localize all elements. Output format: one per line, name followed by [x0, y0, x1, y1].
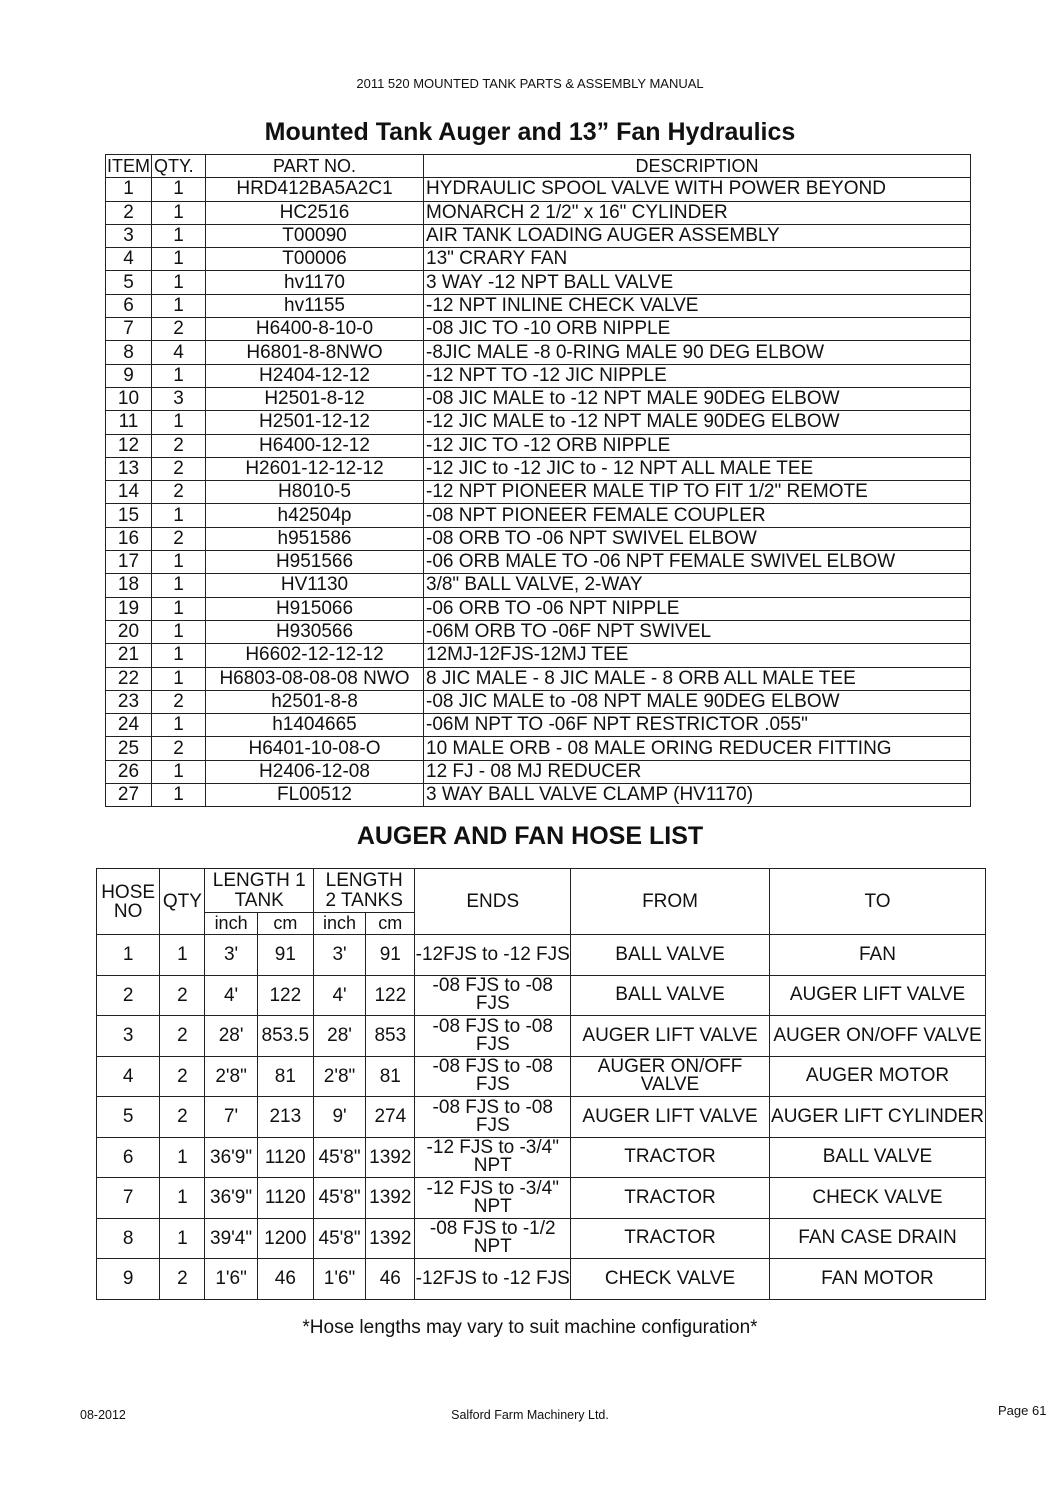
header-hose-no: HOSE NO: [97, 869, 160, 935]
item-number: 15: [106, 504, 152, 527]
hose-number: 5: [97, 1097, 160, 1138]
hose-from: AUGER LIFT VALVE: [571, 1097, 770, 1138]
hose-number: 4: [97, 1056, 160, 1097]
hose-to: FAN: [769, 935, 985, 976]
part-number: H6801-8-8NWO: [206, 341, 424, 364]
part-number: H6602-12-12-12: [206, 644, 424, 667]
hose-ends: -08 FJS to -08 FJS: [415, 1097, 571, 1138]
part-description: -12 NPT PIONEER MALE TIP TO FIT 1/2" REMOTE: [424, 481, 971, 504]
item-number: 22: [106, 667, 152, 690]
hose-to: AUGER LIFT VALVE: [769, 975, 985, 1016]
item-number: 6: [106, 294, 152, 317]
length-1-cm: 81: [257, 1056, 313, 1097]
part-description: -08 JIC TO -10 ORB NIPPLE: [424, 318, 971, 341]
item-qty: 2: [152, 690, 206, 713]
item-qty: 1: [152, 271, 206, 294]
hose-ends: -12 FJS to -3/4" NPT: [415, 1178, 571, 1219]
part-description: -12 JIC MALE to -12 NPT MALE 90DEG ELBOW: [424, 411, 971, 434]
header-from: FROM: [571, 869, 770, 935]
length-1-cm: 1120: [257, 1178, 313, 1219]
length-1-cm: 1200: [257, 1218, 313, 1259]
length-1-cm: 46: [257, 1259, 313, 1300]
hose-length-note: *Hose lengths may vary to suit machine configuration*: [302, 1317, 758, 1338]
hose-ends: -12FJS to -12 FJS: [415, 1259, 571, 1300]
hose-row: [97, 1137, 986, 1178]
hose-from: BALL VALVE: [571, 935, 770, 976]
part-description: HYDRAULIC SPOOL VALVE WITH POWER BEYOND: [424, 178, 971, 201]
parts-row: [106, 411, 971, 434]
part-number: T00006: [206, 248, 424, 271]
item-qty: 1: [152, 620, 206, 643]
hose-qty: 1: [160, 935, 205, 976]
footer-page-number: Page 61: [998, 1403, 1047, 1418]
part-description: -12 NPT INLINE CHECK VALVE: [424, 294, 971, 317]
part-description: AIR TANK LOADING AUGER ASSEMBLY: [424, 224, 971, 247]
item-qty: 4: [152, 341, 206, 364]
length-2-inch: 3': [313, 935, 365, 976]
parts-row: [106, 457, 971, 480]
hose-number: 8: [97, 1218, 160, 1259]
length-2-cm: 1392: [366, 1137, 415, 1178]
length-2-cm: 122: [366, 975, 415, 1016]
part-description: -8JIC MALE -8 0-RING MALE 90 DEG ELBOW: [424, 341, 971, 364]
item-number: 1: [106, 178, 152, 201]
parts-row: [106, 690, 971, 713]
part-number: H6400-12-12: [206, 434, 424, 457]
item-number: 9: [106, 364, 152, 387]
parts-row: [106, 504, 971, 527]
part-description: 12MJ-12FJS-12MJ TEE: [424, 644, 971, 667]
part-number: HV1130: [206, 574, 424, 597]
hose-number: 6: [97, 1137, 160, 1178]
length-2-inch: 28': [313, 1016, 365, 1057]
item-qty: 3: [152, 387, 206, 410]
header-length-2-tanks: LENGTH 2 TANKS: [313, 869, 414, 913]
part-description: -08 JIC MALE to -08 NPT MALE 90DEG ELBOW: [424, 690, 971, 713]
length-1-inch: 36'9": [205, 1137, 257, 1178]
item-qty: 1: [152, 667, 206, 690]
item-qty: 1: [152, 178, 206, 201]
part-description: -06 ORB MALE TO -06 NPT FEMALE SWIVEL ELBOW: [424, 551, 971, 574]
hose-ends: -08 FJS to -08 FJS: [415, 975, 571, 1016]
length-1-cm: 1120: [257, 1137, 313, 1178]
part-number: hv1155: [206, 294, 424, 317]
header-item: ITEM: [107, 156, 150, 177]
parts-row: [106, 644, 971, 667]
item-qty: 1: [152, 760, 206, 783]
item-qty: 1: [152, 364, 206, 387]
part-description: -12 JIC to -12 JIC to - 12 NPT ALL MALE TEE: [424, 457, 971, 480]
part-description: 10 MALE ORB - 08 MALE ORING REDUCER FITTING: [424, 737, 971, 760]
header-l2-cm: cm: [366, 913, 415, 935]
hose-from: TRACTOR: [571, 1137, 770, 1178]
hose-row: [97, 1016, 986, 1057]
length-1-cm: 853.5: [257, 1016, 313, 1057]
manual-title: 2011 520 MOUNTED TANK PARTS & ASSEMBLY MANUAL: [356, 76, 704, 91]
hose-from: CHECK VALVE: [571, 1259, 770, 1300]
item-qty: 1: [152, 551, 206, 574]
header-length-1-tank: LENGTH 1 TANK: [205, 869, 313, 913]
part-description: -08 JIC MALE to -12 NPT MALE 90DEG ELBOW: [424, 387, 971, 410]
parts-row: [106, 760, 971, 783]
part-description: 13" CRARY FAN: [424, 248, 971, 271]
hose-qty: 1: [160, 1137, 205, 1178]
parts-row: [106, 224, 971, 247]
hose-from: AUGER ON/OFF VALVE: [571, 1056, 770, 1097]
item-qty: 2: [152, 737, 206, 760]
part-number: h42504p: [206, 504, 424, 527]
hose-section-title: AUGER AND FAN HOSE LIST: [356, 822, 704, 850]
hose-number: 7: [97, 1178, 160, 1219]
part-number: H2601-12-12-12: [206, 457, 424, 480]
parts-row: [106, 527, 971, 550]
item-qty: 1: [152, 644, 206, 667]
length-1-inch: 36'9": [205, 1178, 257, 1219]
item-number: 19: [106, 597, 152, 620]
part-number: H2501-12-12: [206, 411, 424, 434]
parts-table-header: [106, 155, 971, 178]
parts-row: [106, 667, 971, 690]
length-2-cm: 1392: [366, 1218, 415, 1259]
item-number: 4: [106, 248, 152, 271]
part-number: h951586: [206, 527, 424, 550]
length-1-cm: 122: [257, 975, 313, 1016]
item-qty: 1: [152, 411, 206, 434]
parts-row: [106, 481, 971, 504]
header-part-no: PART NO.: [206, 155, 424, 178]
item-number: 2: [106, 201, 152, 224]
item-number: 10: [106, 387, 152, 410]
item-qty: 1: [152, 784, 206, 807]
part-number: H930566: [206, 620, 424, 643]
hose-row: [97, 1259, 986, 1300]
part-number: H8010-5: [206, 481, 424, 504]
hose-from: TRACTOR: [571, 1178, 770, 1219]
item-qty: 1: [152, 574, 206, 597]
length-2-inch: 45'8": [313, 1218, 365, 1259]
item-number: 12: [106, 434, 152, 457]
parts-row: [106, 387, 971, 410]
part-description: -12 NPT TO -12 JIC NIPPLE: [424, 364, 971, 387]
length-2-cm: 46: [366, 1259, 415, 1300]
hose-row: [97, 1178, 986, 1219]
hose-row: [97, 1097, 986, 1138]
length-2-inch: 45'8": [313, 1178, 365, 1219]
part-description: MONARCH 2 1/2" x 16" CYLINDER: [424, 201, 971, 224]
hose-to: FAN CASE DRAIN: [769, 1218, 985, 1259]
parts-row: [106, 737, 971, 760]
hose-number: 3: [97, 1016, 160, 1057]
length-1-inch: 39'4": [205, 1218, 257, 1259]
hose-to: FAN MOTOR: [769, 1259, 985, 1300]
length-2-cm: 81: [366, 1056, 415, 1097]
length-1-inch: 1'6": [205, 1259, 257, 1300]
parts-row: [106, 318, 971, 341]
length-1-cm: 91: [257, 935, 313, 976]
item-number: 8: [106, 341, 152, 364]
hose-ends: -12 FJS to -3/4" NPT: [415, 1137, 571, 1178]
hose-ends: -08 FJS to -1/2 NPT: [415, 1218, 571, 1259]
item-qty: 2: [152, 481, 206, 504]
item-number: 25: [106, 737, 152, 760]
item-number: 20: [106, 620, 152, 643]
hose-row: [97, 935, 986, 976]
part-number: H2406-12-08: [206, 760, 424, 783]
item-qty: 2: [152, 434, 206, 457]
length-1-inch: 3': [205, 935, 257, 976]
hose-to: AUGER MOTOR: [769, 1056, 985, 1097]
length-2-inch: 4': [313, 975, 365, 1016]
hose-row: [97, 1218, 986, 1259]
length-2-inch: 9': [313, 1097, 365, 1138]
part-number: H2404-12-12: [206, 364, 424, 387]
item-number: 18: [106, 574, 152, 597]
hose-row: [97, 1056, 986, 1097]
hose-qty: 1: [160, 1178, 205, 1219]
part-description: 12 FJ - 08 MJ REDUCER: [424, 760, 971, 783]
parts-row: [106, 341, 971, 364]
hose-from: AUGER LIFT VALVE: [571, 1016, 770, 1057]
item-number: 17: [106, 551, 152, 574]
parts-section-title: Mounted Tank Auger and 13” Fan Hydraulics: [264, 118, 796, 146]
item-number: 26: [106, 760, 152, 783]
hose-qty: 2: [160, 1056, 205, 1097]
length-1-inch: 4': [205, 975, 257, 1016]
item-number: 3: [106, 224, 152, 247]
hose-qty: 1: [160, 1218, 205, 1259]
item-number: 16: [106, 527, 152, 550]
part-number: T00090: [206, 224, 424, 247]
part-number: H915066: [206, 597, 424, 620]
part-number: h2501-8-8: [206, 690, 424, 713]
part-number: H6401-10-08-O: [206, 737, 424, 760]
hose-from: BALL VALVE: [571, 975, 770, 1016]
hose-ends: -08 FJS to -08 FJS: [415, 1016, 571, 1057]
item-number: 13: [106, 457, 152, 480]
hose-to: AUGER LIFT CYLINDER: [769, 1097, 985, 1138]
parts-row: [106, 294, 971, 317]
hose-to: CHECK VALVE: [769, 1178, 985, 1219]
part-description: -06 ORB TO -06 NPT NIPPLE: [424, 597, 971, 620]
header-qty: QTY: [160, 869, 205, 935]
item-qty: 1: [152, 597, 206, 620]
parts-row: [106, 620, 971, 643]
item-qty: 1: [152, 248, 206, 271]
part-description: 3 WAY BALL VALVE CLAMP (HV1170): [424, 784, 971, 807]
parts-row: [106, 201, 971, 224]
hose-to: AUGER ON/OFF VALVE: [769, 1016, 985, 1057]
hose-qty: 2: [160, 1016, 205, 1057]
header-description: DESCRIPTION: [424, 155, 971, 178]
header-l1-cm: cm: [257, 913, 313, 935]
item-number: 11: [106, 411, 152, 434]
parts-row: [106, 364, 971, 387]
parts-row: [106, 434, 971, 457]
hose-qty: 2: [160, 1259, 205, 1300]
item-qty: 1: [152, 201, 206, 224]
hose-table: [96, 868, 986, 1300]
parts-row: [106, 714, 971, 737]
length-1-cm: 213: [257, 1097, 313, 1138]
item-qty: 2: [152, 318, 206, 341]
hose-ends: -08 FJS to -08 FJS: [415, 1056, 571, 1097]
part-number: h1404665: [206, 714, 424, 737]
item-qty: 1: [152, 504, 206, 527]
part-description: -08 NPT PIONEER FEMALE COUPLER: [424, 504, 971, 527]
length-2-inch: 1'6": [313, 1259, 365, 1300]
part-description: 3 WAY -12 NPT BALL VALVE: [424, 271, 971, 294]
header-qty: QTY.: [152, 155, 206, 178]
part-number: H2501-8-12: [206, 387, 424, 410]
parts-row: [106, 248, 971, 271]
length-2-inch: 2'8": [313, 1056, 365, 1097]
length-1-inch: 7': [205, 1097, 257, 1138]
item-qty: 1: [152, 224, 206, 247]
part-number: H6803-08-08-08 NWO: [206, 667, 424, 690]
length-2-inch: 45'8": [313, 1137, 365, 1178]
parts-row: [106, 551, 971, 574]
hose-ends: -12FJS to -12 FJS: [415, 935, 571, 976]
item-qty: 1: [152, 294, 206, 317]
footer-company: Salford Farm Machinery Ltd.: [451, 1408, 609, 1422]
length-2-cm: 853: [366, 1016, 415, 1057]
parts-row: [106, 784, 971, 807]
hose-to: BALL VALVE: [769, 1137, 985, 1178]
item-qty: 2: [152, 457, 206, 480]
part-number: HRD412BA5A2C1: [206, 178, 424, 201]
hose-header-row: [97, 869, 986, 913]
parts-table: [105, 154, 971, 807]
hose-number: 9: [97, 1259, 160, 1300]
item-qty: 1: [152, 714, 206, 737]
item-number: 7: [106, 318, 152, 341]
hose-number: 1: [97, 935, 160, 976]
part-description: -06M NPT TO -06F NPT RESTRICTOR .055": [424, 714, 971, 737]
item-qty: 2: [152, 527, 206, 550]
footer-date: 08-2012: [80, 1408, 126, 1422]
length-2-cm: 91: [366, 935, 415, 976]
parts-row: [106, 178, 971, 201]
item-number: 23: [106, 690, 152, 713]
parts-row: [106, 271, 971, 294]
item-number: 21: [106, 644, 152, 667]
hose-qty: 2: [160, 1097, 205, 1138]
hose-row: [97, 975, 986, 1016]
length-2-cm: 274: [366, 1097, 415, 1138]
part-number: FL00512: [206, 784, 424, 807]
part-number: HC2516: [206, 201, 424, 224]
part-description: -12 JIC TO -12 ORB NIPPLE: [424, 434, 971, 457]
hose-from: TRACTOR: [571, 1218, 770, 1259]
header-to: TO: [769, 869, 985, 935]
header-ends: ENDS: [415, 869, 571, 935]
item-number: 14: [106, 481, 152, 504]
part-number: H6400-8-10-0: [206, 318, 424, 341]
parts-row: [106, 597, 971, 620]
part-number: hv1170: [206, 271, 424, 294]
part-description: 3/8" BALL VALVE, 2-WAY: [424, 574, 971, 597]
hose-qty: 2: [160, 975, 205, 1016]
part-description: -06M ORB TO -06F NPT SWIVEL: [424, 620, 971, 643]
parts-row: [106, 574, 971, 597]
length-1-inch: 28': [205, 1016, 257, 1057]
part-number: H951566: [206, 551, 424, 574]
part-description: 8 JIC MALE - 8 JIC MALE - 8 ORB ALL MALE TEE: [424, 667, 971, 690]
header-l1-inch: inch: [205, 913, 257, 935]
length-2-cm: 1392: [366, 1178, 415, 1219]
part-description: -08 ORB TO -06 NPT SWIVEL ELBOW: [424, 527, 971, 550]
header-l2-inch: inch: [313, 913, 365, 935]
length-1-inch: 2'8": [205, 1056, 257, 1097]
item-number: 27: [106, 784, 152, 807]
item-number: 5: [106, 271, 152, 294]
item-number: 24: [106, 714, 152, 737]
hose-number: 2: [97, 975, 160, 1016]
